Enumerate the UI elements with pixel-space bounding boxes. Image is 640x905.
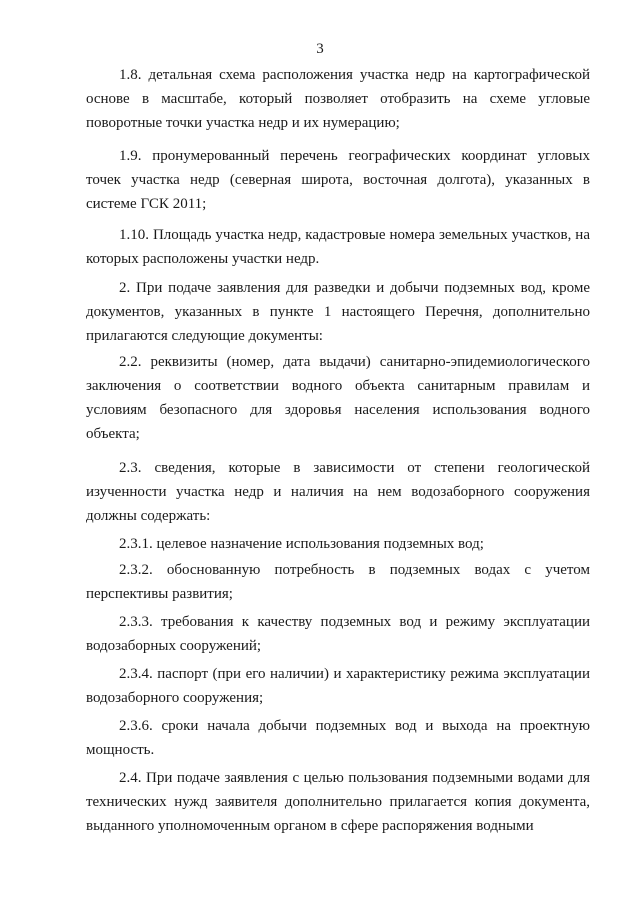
- paragraph-1-10: 1.10. Площадь участка недр, кадастровые номера земельных участков, на которых расположены участки недр.: [86, 227, 590, 267]
- paragraph-2-4: 2.4. При подаче заявления с целью пользования подземными водами для технических нужд заявителя дополнительно прилагается копия документа, выданного уполномоченным органом в сфере распоряжения водными: [86, 770, 590, 834]
- paragraph-2-3-2: 2.3.2. обоснованную потребность в подземных водах с учетом перспективы развития;: [86, 562, 590, 602]
- paragraph-2-3-1: 2.3.1. целевое назначение использования подземных вод;: [119, 536, 484, 552]
- paragraph-2-3: 2.3. сведения, которые в зависимости от степени геологической изученности участка недр и наличия на нем водозаборного сооружения должны содержать:: [86, 460, 590, 524]
- paragraph-2-3-4: 2.3.4. паспорт (при его наличии) и характеристику режима эксплуатации водозаборного сооружения;: [86, 666, 590, 706]
- paragraph-2-2: 2.2. реквизиты (номер, дата выдачи) санитарно-эпидемиологического заключения о соответствии водного объекта санитарным правилам и условиям безопасного для здоровья населения использования водного объекта;: [86, 354, 590, 442]
- paragraph-2: 2. При подаче заявления для разведки и добычи подземных вод, кроме документов, указанных в пункте 1 настоящего Перечня, дополнительно прилагаются следующие документы:: [86, 280, 590, 344]
- paragraph-1-8: 1.8. детальная схема расположения участка недр на картографической основе в масштабе, который позволяет отобразить на схеме угловые поворотные точки участка недр и их нумерацию;: [86, 67, 590, 131]
- paragraph-2-3-3: 2.3.3. требования к качеству подземных вод и режиму эксплуатации водозаборных сооружений;: [86, 614, 590, 654]
- paragraph-1-9: 1.9. пронумерованный перечень географических координат угловых точек участка недр (северная широта, восточная долгота), указанных в системе ГСК 2011;: [86, 148, 590, 212]
- page-number: 3: [316, 41, 324, 57]
- paragraph-2-3-6: 2.3.6. сроки начала добычи подземных вод и выхода на проектную мощность.: [86, 718, 590, 758]
